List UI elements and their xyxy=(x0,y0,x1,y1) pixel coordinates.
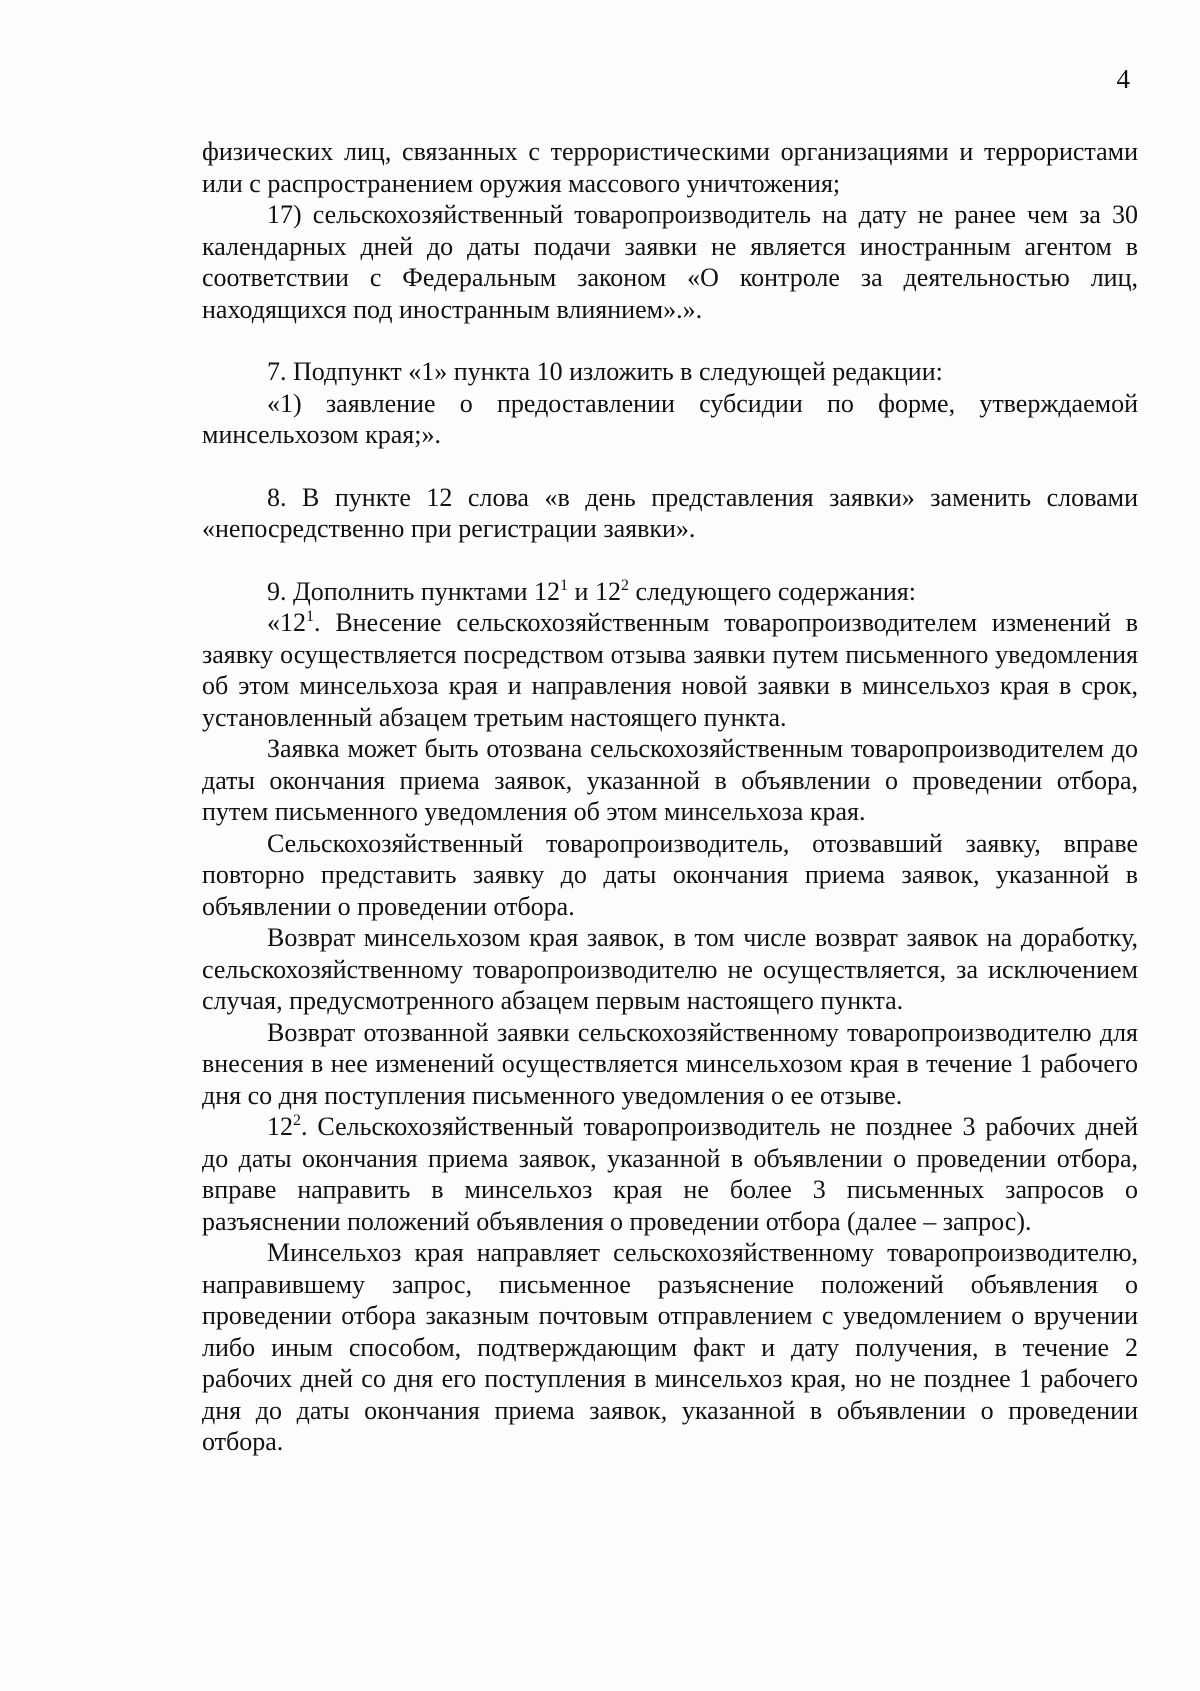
text-run: 9. Дополнить пунктами 12 xyxy=(267,576,561,606)
paragraph-point-9 xyxy=(202,576,1138,608)
paragraph-resubmission: Сельскохозяйственный товаропроизводитель, отозвавший заявку, вправе повторно представить заявку до даты окончания приема заявок, указанной в объявлении о проведении отбора. xyxy=(202,828,1138,921)
paragraph-subpoint-1: «1) заявление о предоставлении субсидии по форме, утверждаемой минсельхозом края;». xyxy=(202,388,1138,449)
text-run: . Сельскохозяйственный товаропроизводитель не позднее 3 рабочих дней до даты окончания приема заявок, указанной в объявлении о проведении отбора, вправе направить в минсельхоз края не более 3 письменных запросов о разъяснении положений объявления о проведении отбора (далее – запрос). xyxy=(202,1112,1138,1236)
text-run: 12 xyxy=(267,1112,293,1141)
paragraph-clarification: Минсельхоз края направляет сельскохозяйственному товаропроизводителю, направившему запрос, письменное разъяснение положений объявления о проведении отбора заказным почтовым отправлением с уведомлением о вручении либо иным способом, подтверждающим факт и дату получения, в течение 2 рабочих дней со дня его поступления в минсельхоз края, но не позднее 1 рабочего дня до даты окончания приема заявок, указанной в объявлении о проведении отбора. xyxy=(202,1238,1138,1456)
paragraph-point-8: 8. В пункте 12 слова «в день представления заявки» заменить словами «непосредственно при регистрации заявки». xyxy=(202,482,1138,543)
paragraph-withdrawal: Заявка может быть отозвана сельскохозяйственным товаропроизводителем до даты окончания приема заявок, указанной в объявлении о проведении отбора, путем письменного уведомления об этом минсельхоза края. xyxy=(202,734,1138,826)
paragraph-point-7: 7. Подпункт «1» пункта 10 изложить в следующей редакции: xyxy=(267,357,943,386)
text-run: следующего содержания: xyxy=(628,576,916,606)
paragraph-point-12-2 xyxy=(202,1111,1138,1237)
paragraph-return-procedure: Возврат отозванной заявки сельскохозяйственному товаропроизводителю для внесения в нее изменений осуществляется минсельхозом края в течение 1 рабочего дня со дня поступления письменного уведомления о ее отзыве. xyxy=(202,1017,1138,1110)
page-number: 4 xyxy=(1116,64,1130,94)
superscript: 1 xyxy=(306,608,314,625)
text-run: «12 xyxy=(267,608,306,637)
paragraph-point-12-1 xyxy=(202,607,1138,733)
text-run: и 12 xyxy=(568,576,621,606)
text-run: . Внесение сельскохозяйственным товаропроизводителем изменений в заявку осуществляется посредством отзыва заявки путем письменного уведомления об этом минсельхоза края и направления новой заявки в минсельхоз края в срок, установленный абзацем третьим настоящего пункта. xyxy=(202,608,1138,732)
paragraph-return-restriction: Возврат минсельхозом края заявок, в том числе возврат заявок на доработку, сельскохозяйственному товаропроизводителю не осуществляется, за исключением случая, предусмотренного абзацем первым настоящего пункта. xyxy=(202,923,1138,1015)
superscript: 2 xyxy=(293,1112,301,1129)
paragraph-continuation: физических лиц, связанных с террористическими организациями и террористами или с распространением оружия массового уничтожения; xyxy=(202,137,1138,198)
superscript: 1 xyxy=(560,576,569,594)
document-body xyxy=(202,136,1138,1458)
paragraph-item-17: 17) сельскохозяйственный товаропроизводитель на дату не ранее чем за 30 календарных дней до даты подачи заявки не является иностранным агентом в соответствии с Федеральным законом «О контроле за деятельностью лиц, находящихся под иностранным влиянием».». xyxy=(202,200,1138,324)
superscript: 2 xyxy=(620,576,629,594)
